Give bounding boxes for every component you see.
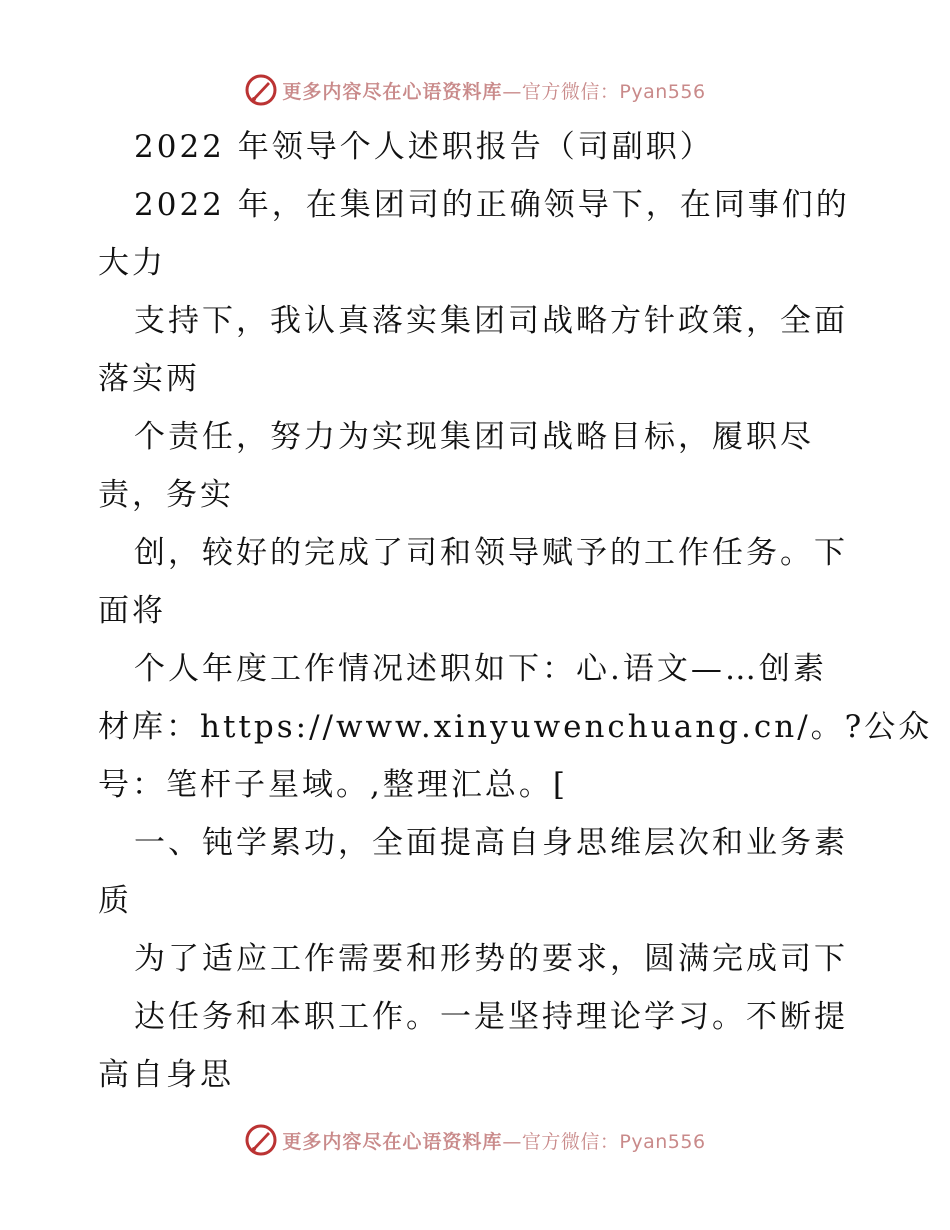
footer-banner-text: 更多内容尽在心语资料库	[282, 1130, 503, 1153]
section-heading-continued: 质	[98, 883, 132, 919]
header-contact-text: —官方微信：Pyan556	[502, 80, 706, 103]
paragraph-line: 创，较好的完成了司和领导赋予的工作任务。下	[134, 535, 848, 571]
paragraph-line: 落实两	[98, 361, 200, 397]
paragraph-line: 大力	[98, 245, 166, 281]
section-heading: 一、钝学累功，全面提高自身思维层次和业务素	[134, 825, 848, 861]
paragraph-line: 支持下，我认真落实集团司战略方针政策，全面	[134, 303, 848, 339]
document-title: 2022 年领导个人述职报告（司副职）	[134, 129, 714, 165]
paragraph-line: 号：笔杆子星域。,整理汇总。[	[98, 767, 568, 803]
paragraph-line: 材库：https://www.xinyuwenchuang.cn/。?公众	[98, 709, 933, 745]
paragraph-line: 2022 年，在集团司的正确领导下，在同事们的	[134, 187, 850, 223]
paragraph-line: 面将	[98, 593, 166, 629]
quill-logo-icon	[244, 1123, 278, 1157]
paragraph-line: 个责任，努力为实现集团司战略目标，履职尽	[134, 419, 814, 455]
header-banner	[0, 70, 950, 110]
footer-contact-text: —官方微信：Pyan556	[502, 1130, 706, 1153]
paragraph-line: 为了适应工作需要和形势的要求，圆满完成司下	[134, 941, 848, 977]
paragraph-line: 达任务和本职工作。一是坚持理论学习。不断提	[134, 999, 848, 1035]
paragraph-line: 高自身思	[98, 1057, 234, 1093]
paragraph-line: 责，务实	[98, 477, 234, 513]
paragraph-line: 个人年度工作情况述职如下：心.语文—…创素	[134, 651, 827, 687]
footer-banner	[0, 1120, 950, 1160]
header-banner-text: 更多内容尽在心语资料库	[282, 80, 503, 103]
quill-logo-icon	[244, 73, 278, 107]
